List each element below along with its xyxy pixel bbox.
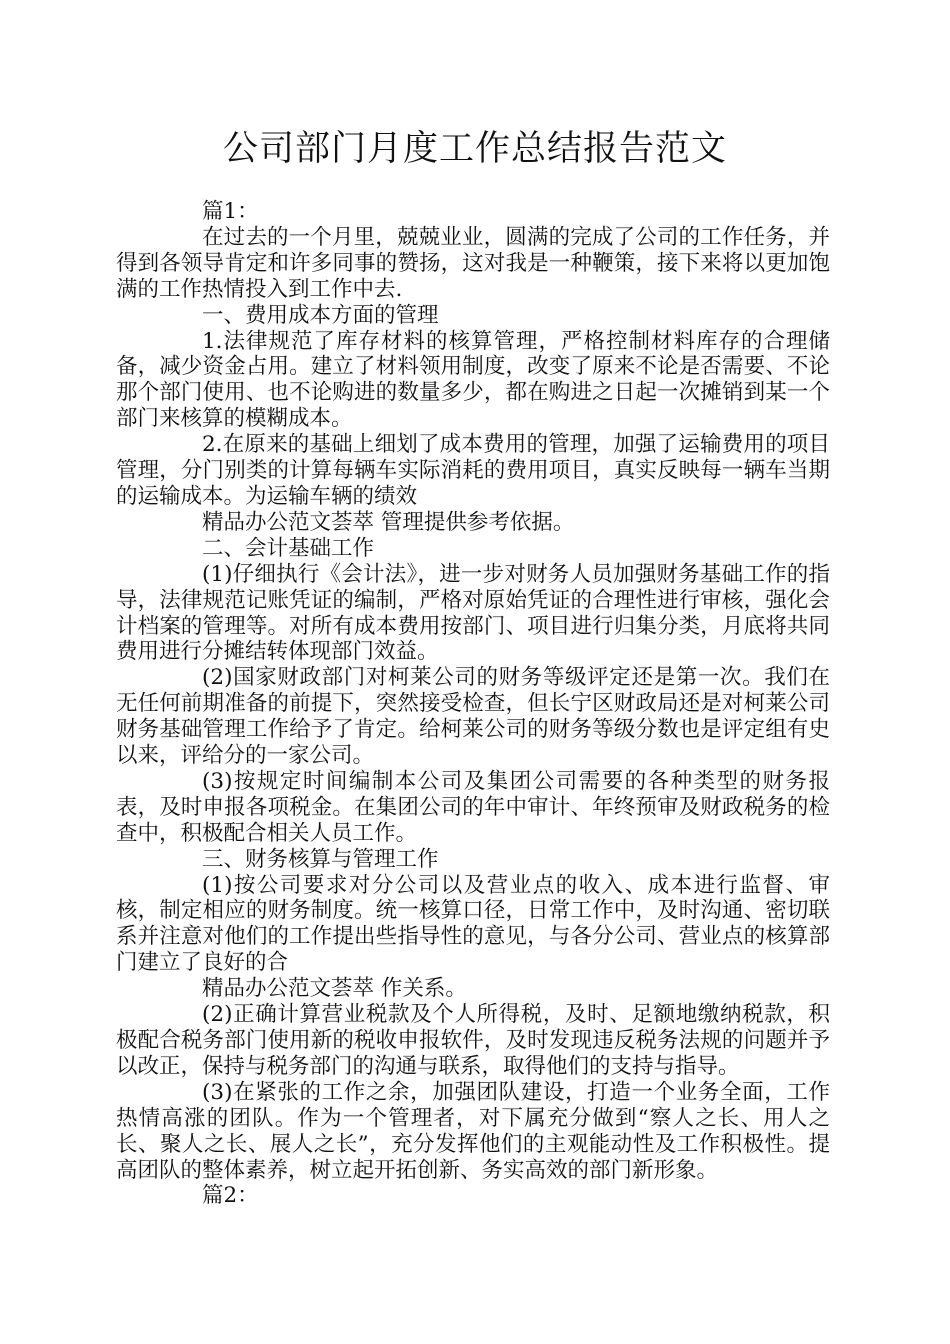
paragraph: (2)正确计算营业税款及个人所得税，及时、足额地缴纳税款，积极配合税务部门使用新的税收申报软件，及时发现违反税务法规的问题并予以改正，保持与税务部门的沟通与联系，取得他们的支持与指导。 <box>116 1002 830 1079</box>
paragraph: (2)国家财政部门对柯莱公司的财务等级评定还是第一次。我们在无任何前期准备的前提下，突然接受检查，但长宁区财政局还是对柯莱公司财务基础管理工作给予了肯定。给柯莱公司的财务等级分数也是评定组有史以来，评给分的一家公司。 <box>116 665 830 769</box>
paragraph-section-label: 篇2： <box>202 1183 259 1209</box>
paragraph: (3)按规定时间编制本公司及集团公司需要的各种类型的财务报表，及时申报各项税金。在集团公司的年中审计、年终预审及财政税务的检查中，积极配合相关人员工作。 <box>116 768 830 846</box>
document-title: 公司部门月度工作总结报告范文 <box>222 129 727 169</box>
paragraph-page-break-text: 精品办公范文荟萃 作关系。 <box>202 976 467 1002</box>
paragraph: 2.在原来的基础上细划了成本费用的管理，加强了运输费用的项目管理，分门别类的计算每辆车实际消耗的费用项目，真实反映每一辆车当期的运输成本。为运输车辆的绩效 <box>116 432 830 509</box>
section-heading: 二、会计基础工作 <box>202 535 375 561</box>
section-heading: 一、费用成本方面的管理 <box>202 302 439 328</box>
paragraph-page-break-text: 精品办公范文荟萃 管理提供参考依据。 <box>202 509 575 535</box>
paragraph: (1)仔细执行《会计法》，进一步对财务人员加强财务基础工作的指导，法律规范记账凭证的编制，严格对原始凭证的合理性进行审核，强化会计档案的管理等。对所有成本费用按部门、项目进行归集分类，月底将共同费用进行分摊结转体现部门效益。 <box>116 561 830 665</box>
paragraph: (3)在紧张的工作之余，加强团队建设，打造一个业务全面，工作热情高涨的团队。作为一个管理者，对下属充分做到“察人之长、用人之长、聚人之长、展人之长”，充分发挥他们的主观能动性及工作积极性。提高团队的整体素养，树立起开拓创新、务实高效的部门新形象。 <box>116 1079 830 1183</box>
document-body <box>116 199 830 1209</box>
paragraph: 在过去的一个月里，兢兢业业，圆满的完成了公司的工作任务，并得到各领导肯定和许多同事的赞扬，这对我是一种鞭策，接下来将以更加饱满的工作热情投入到工作中去. <box>116 224 830 302</box>
paragraph-section-label: 篇1： <box>202 199 259 224</box>
paragraph: 1.法律规范了库存材料的核算管理，严格控制材料库存的合理储备，减少资金占用。建立了材料领用制度，改变了原来不论是否需要、不论那个部门使用、也不论购进的数量多少，都在购进之日起一次摊销到某一个部门来核算的模糊成本。 <box>116 328 830 432</box>
paragraph: (1)按公司要求对分公司以及营业点的收入、成本进行监督、审核，制定相应的财务制度。统一核算口径，日常工作中，及时沟通、密切联系并注意对他们的工作提出些指导性的意见，与各分公司、营业点的核算部门建立了良好的合 <box>116 872 830 976</box>
section-heading: 三、财务核算与管理工作 <box>202 846 439 872</box>
